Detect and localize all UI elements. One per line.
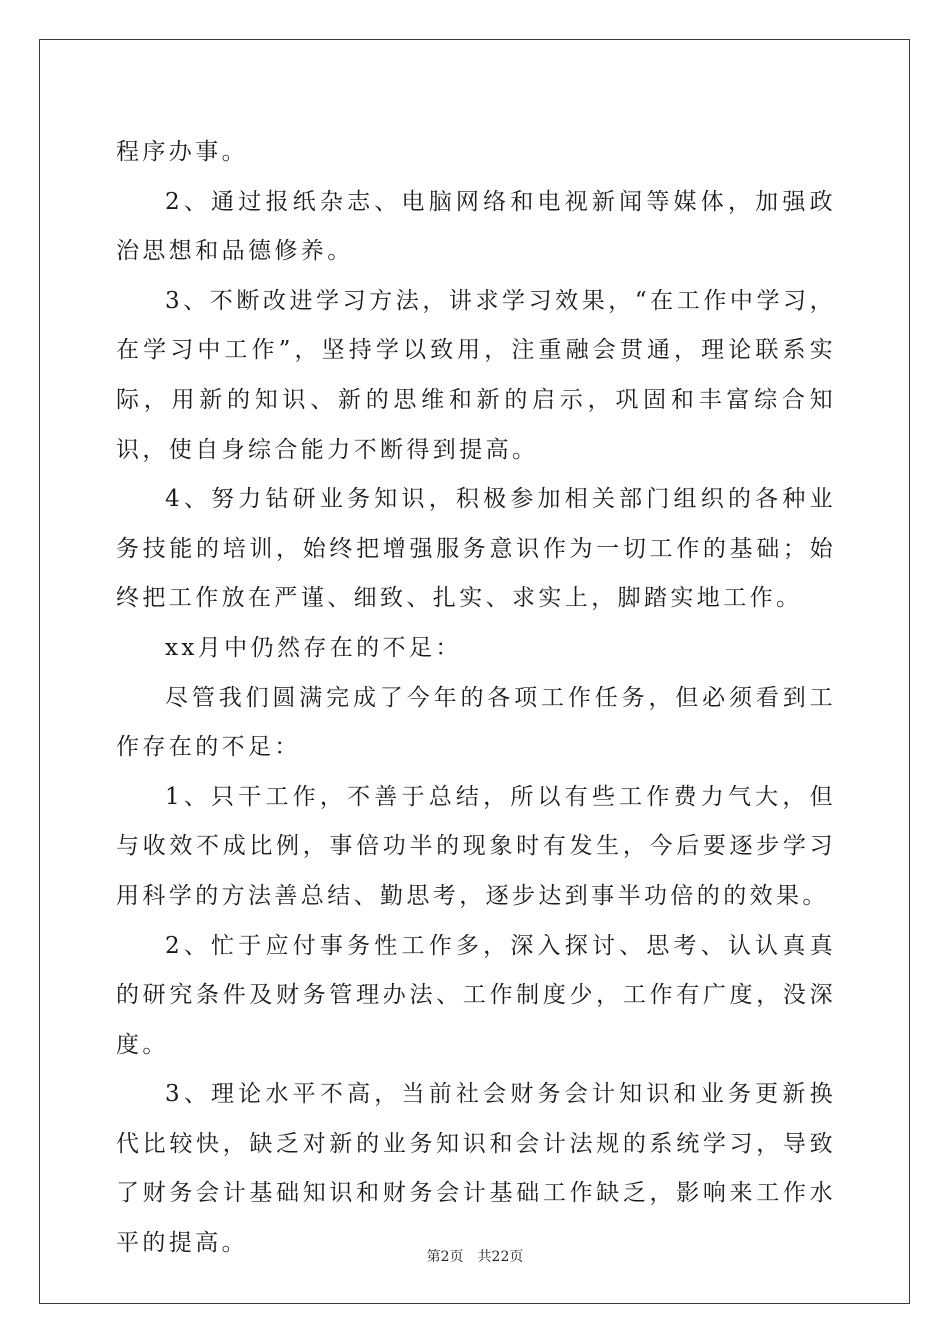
paragraph: xx月中仍然存在的不足：	[165, 634, 462, 661]
document-body	[116, 128, 836, 1269]
paragraph: 程序办事。	[116, 139, 248, 165]
paragraph: 2、通过报纸杂志、电脑网络和电视新闻等媒体，加强政治思想和品德修养。	[116, 188, 836, 265]
paragraph: 3、理论水平不高，当前社会财务会计知识和业务更新换代比较快，缺乏对新的业务知识和会计法规的系统学习，导致了财务会计基础知识和财务会计基础工作缺乏，影响来工作水平的提高。	[116, 1081, 836, 1257]
paragraph: 2、忙于应付事务性工作多，深入探讨、思考、认认真真的研究条件及财务管理办法、工作制度少，工作有广度，没深度。	[116, 932, 836, 1058]
page-footer	[0, 1246, 950, 1266]
paragraph: 4、努力钻研业务知识，积极参加相关部门组织的各种业务技能的培训，始终把增强服务意识作为一切工作的基础；始终把工作放在严谨、细致、扎实、求实上，脚踏实地工作。	[116, 486, 836, 612]
paragraph: 尽管我们圆满完成了今年的各项工作任务，但必须看到工作存在的不足：	[116, 684, 836, 761]
total-pages: 共22页	[477, 1249, 524, 1265]
paragraph: 3、不断改进学习方法，讲求学习效果，“在工作中学习，在学习中工作”，坚持学以致用，注重融会贯通，理论联系实际，用新的知识、新的思维和新的启示，巩固和丰富综合知识，使自身综合能力不断得到提高。	[116, 287, 836, 463]
page-number: 第2页	[426, 1249, 464, 1265]
paragraph: 1、只干工作，不善于总结，所以有些工作费力气大，但与收效不成比例，事倍功半的现象时有发生，今后要逐步学习用科学的方法善总结、勤思考，逐步达到事半功倍的的效果。	[116, 783, 836, 909]
